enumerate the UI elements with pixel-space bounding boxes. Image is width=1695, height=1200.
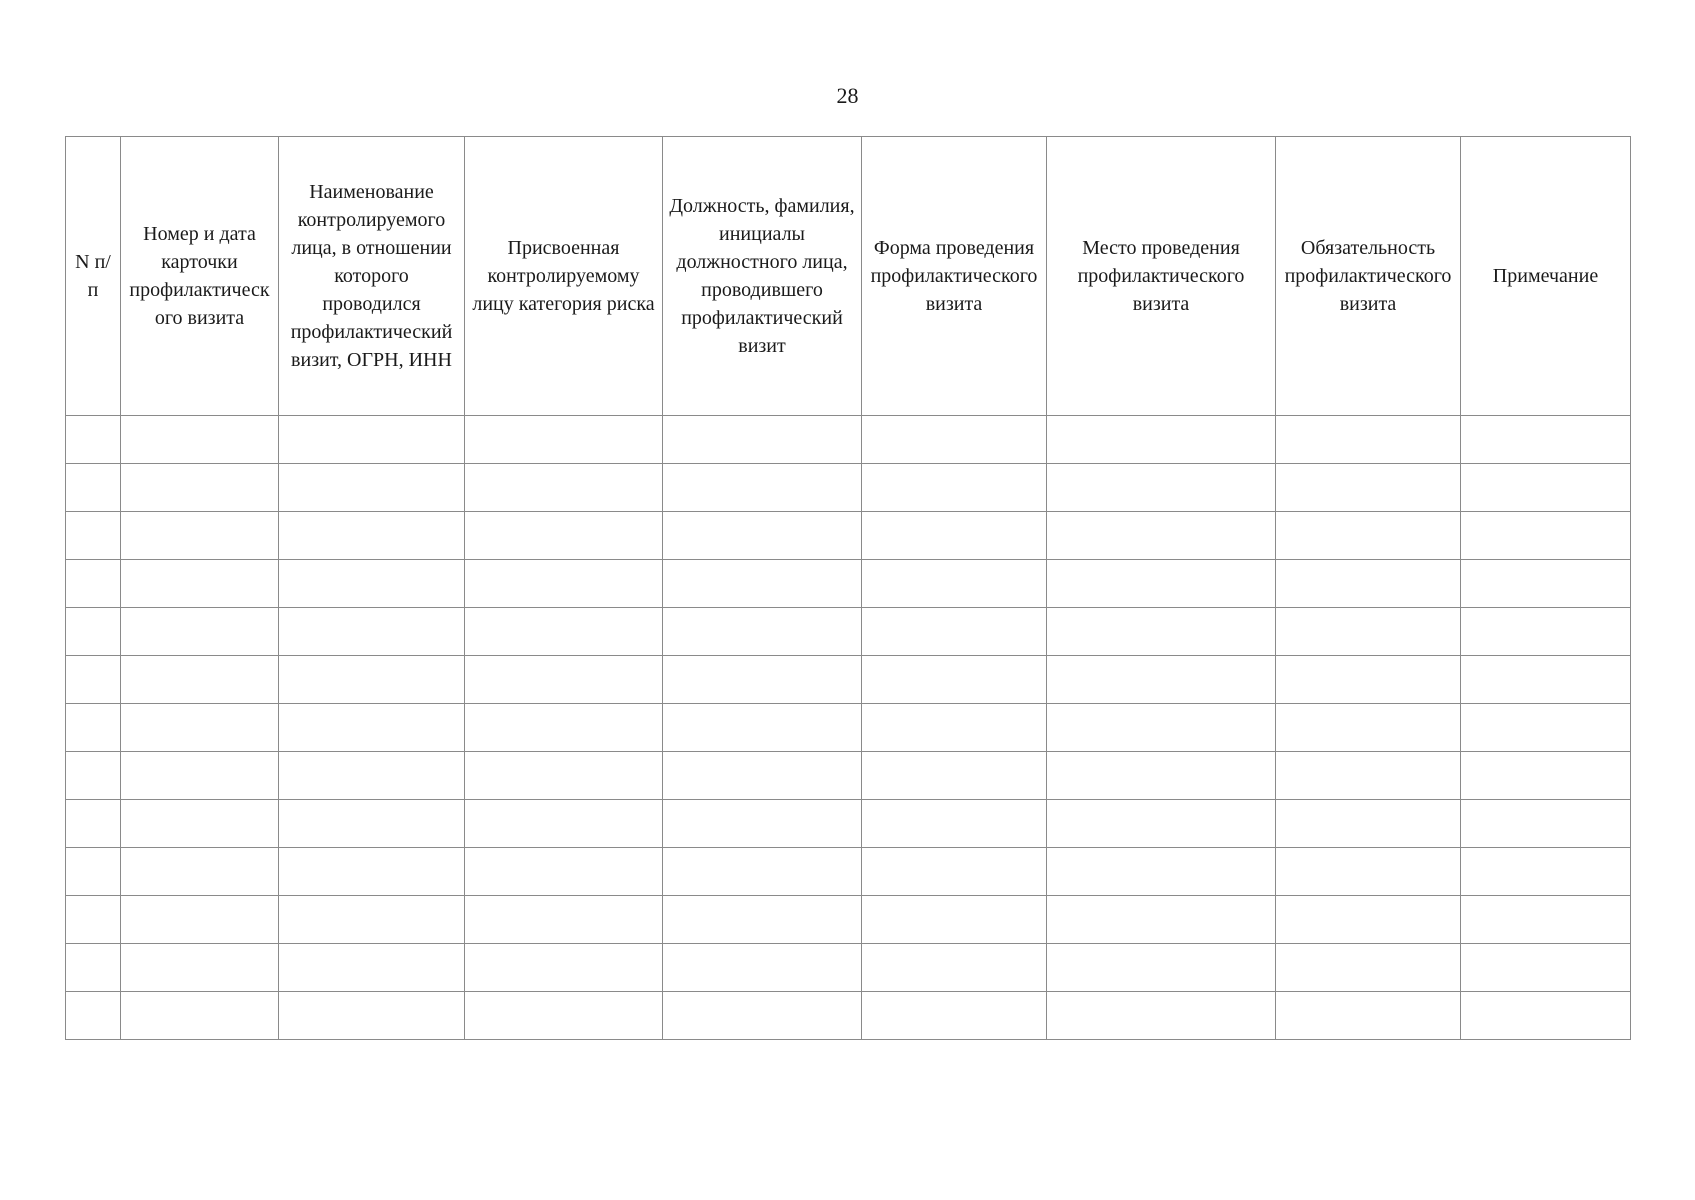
table-cell[interactable] [1461, 656, 1631, 704]
table-row [66, 560, 1631, 608]
table-cell[interactable] [663, 608, 862, 656]
table-cell[interactable] [66, 560, 121, 608]
table-row [66, 656, 1631, 704]
table-cell[interactable] [121, 608, 279, 656]
table-cell[interactable] [862, 560, 1047, 608]
table-cell[interactable] [1047, 704, 1276, 752]
table-cell[interactable] [465, 464, 663, 512]
table-cell[interactable] [121, 656, 279, 704]
table-cell[interactable] [465, 800, 663, 848]
table-cell[interactable] [1047, 608, 1276, 656]
table-cell[interactable] [1276, 752, 1461, 800]
table-cell[interactable] [1047, 512, 1276, 560]
table-cell[interactable] [1276, 800, 1461, 848]
table-cell[interactable] [1047, 656, 1276, 704]
table-cell[interactable] [121, 944, 279, 992]
table-cell[interactable] [279, 416, 465, 464]
table-cell[interactable] [66, 704, 121, 752]
table-cell[interactable] [1047, 464, 1276, 512]
table-cell[interactable] [1461, 848, 1631, 896]
table-cell[interactable] [1276, 512, 1461, 560]
table-cell[interactable] [121, 752, 279, 800]
header-card-number-date: Номер и дата карточки профилактического визита [121, 137, 279, 416]
table-cell[interactable] [862, 656, 1047, 704]
table-cell[interactable] [66, 944, 121, 992]
table-cell[interactable] [66, 656, 121, 704]
table-cell[interactable] [663, 560, 862, 608]
table-cell[interactable] [66, 512, 121, 560]
table-body [66, 416, 1631, 1040]
table-cell[interactable] [1461, 896, 1631, 944]
table-cell[interactable] [279, 512, 465, 560]
table-cell[interactable] [121, 560, 279, 608]
table-cell[interactable] [663, 464, 862, 512]
table-cell[interactable] [1276, 896, 1461, 944]
table-cell[interactable] [1276, 656, 1461, 704]
table-cell[interactable] [279, 800, 465, 848]
table-cell[interactable] [663, 656, 862, 704]
table-row [66, 848, 1631, 896]
table-cell[interactable] [465, 944, 663, 992]
table-cell[interactable] [1047, 800, 1276, 848]
header-visit-obligation: Обязательность профилактического визита [1276, 137, 1461, 416]
table-cell[interactable] [862, 704, 1047, 752]
table-cell[interactable] [1047, 944, 1276, 992]
table-cell[interactable] [663, 992, 862, 1040]
table-cell[interactable] [663, 800, 862, 848]
table-cell[interactable] [862, 416, 1047, 464]
table-cell[interactable] [66, 800, 121, 848]
table-cell[interactable] [66, 608, 121, 656]
table-cell[interactable] [1047, 848, 1276, 896]
table-cell[interactable] [465, 992, 663, 1040]
table-cell[interactable] [465, 416, 663, 464]
table-cell[interactable] [1047, 992, 1276, 1040]
table-cell[interactable] [465, 704, 663, 752]
table-cell[interactable] [465, 656, 663, 704]
table-row [66, 800, 1631, 848]
table-cell[interactable] [279, 848, 465, 896]
table-cell[interactable] [1461, 512, 1631, 560]
table-cell[interactable] [1047, 416, 1276, 464]
table-cell[interactable] [1461, 944, 1631, 992]
profilactic-visits-table [65, 136, 1631, 1040]
table-row [66, 416, 1631, 464]
table-cell[interactable] [279, 560, 465, 608]
table-cell[interactable] [663, 704, 862, 752]
table-cell[interactable] [279, 992, 465, 1040]
table-cell[interactable] [862, 752, 1047, 800]
table-cell[interactable] [1276, 992, 1461, 1040]
table-cell[interactable] [121, 512, 279, 560]
table-row [66, 704, 1631, 752]
table-cell[interactable] [1461, 800, 1631, 848]
header-controlled-person: Наименование контролируемого лица, в отношении которого проводился профилактический визит, ОГРН, ИНН [279, 137, 465, 416]
table-cell[interactable] [862, 464, 1047, 512]
table-cell[interactable] [66, 464, 121, 512]
table-cell[interactable] [66, 848, 121, 896]
table-cell[interactable] [465, 848, 663, 896]
table-cell[interactable] [862, 992, 1047, 1040]
table-cell[interactable] [465, 560, 663, 608]
table-cell[interactable] [121, 992, 279, 1040]
table-cell[interactable] [1047, 752, 1276, 800]
table-cell[interactable] [663, 512, 862, 560]
table-cell[interactable] [465, 608, 663, 656]
table-cell[interactable] [1276, 416, 1461, 464]
table-cell[interactable] [1461, 992, 1631, 1040]
table-row [66, 608, 1631, 656]
table-cell[interactable] [121, 464, 279, 512]
table-cell[interactable] [279, 656, 465, 704]
table-cell[interactable] [279, 944, 465, 992]
table-row [66, 944, 1631, 992]
table-cell[interactable] [663, 944, 862, 992]
table-cell[interactable] [66, 992, 121, 1040]
table-cell[interactable] [279, 704, 465, 752]
table-cell[interactable] [1047, 896, 1276, 944]
table-cell[interactable] [121, 416, 279, 464]
table-row [66, 992, 1631, 1040]
table-cell[interactable] [663, 752, 862, 800]
table-cell[interactable] [862, 800, 1047, 848]
table-cell[interactable] [862, 608, 1047, 656]
table-cell[interactable] [1461, 464, 1631, 512]
table-cell[interactable] [1276, 848, 1461, 896]
table-cell[interactable] [279, 608, 465, 656]
table-cell[interactable] [121, 800, 279, 848]
table-cell[interactable] [279, 896, 465, 944]
table-cell[interactable] [66, 752, 121, 800]
header-visit-place: Место проведения профилактического визита [1047, 137, 1276, 416]
table-cell[interactable] [1276, 608, 1461, 656]
header-visit-form: Форма проведения профилактического визита [862, 137, 1047, 416]
header-note: Примечание [1461, 137, 1631, 416]
table-cell[interactable] [1276, 560, 1461, 608]
table-cell[interactable] [862, 896, 1047, 944]
table-row [66, 752, 1631, 800]
table-cell[interactable] [1276, 704, 1461, 752]
table-cell[interactable] [1461, 752, 1631, 800]
table-cell[interactable] [663, 896, 862, 944]
table-cell[interactable] [1461, 560, 1631, 608]
table-cell[interactable] [121, 704, 279, 752]
header-official: Должность, фамилия, инициалы должностного лица, проводившего профилактический визит [663, 137, 862, 416]
table-cell[interactable] [1276, 944, 1461, 992]
header-row-number: N п/п [66, 137, 121, 416]
page-number: 28 [836, 83, 859, 108]
table-cell[interactable] [1461, 608, 1631, 656]
table-cell[interactable] [66, 896, 121, 944]
table-cell[interactable] [121, 848, 279, 896]
table-cell[interactable] [279, 464, 465, 512]
table-cell[interactable] [121, 896, 279, 944]
table-cell[interactable] [1461, 704, 1631, 752]
table-header-row [66, 137, 1631, 416]
table-row [66, 896, 1631, 944]
table-cell[interactable] [66, 416, 121, 464]
table-cell[interactable] [663, 848, 862, 896]
table-cell[interactable] [465, 896, 663, 944]
header-risk-category: Присвоенная контролируемому лицу категория риска [465, 137, 663, 416]
table-cell[interactable] [465, 512, 663, 560]
table-row [66, 512, 1631, 560]
table-cell[interactable] [663, 416, 862, 464]
table-cell[interactable] [465, 752, 663, 800]
table-cell[interactable] [862, 944, 1047, 992]
table-cell[interactable] [279, 752, 465, 800]
table-cell[interactable] [862, 848, 1047, 896]
table-cell[interactable] [1276, 464, 1461, 512]
table-cell[interactable] [1461, 416, 1631, 464]
table-row [66, 464, 1631, 512]
table-cell[interactable] [862, 512, 1047, 560]
table-cell[interactable] [1047, 560, 1276, 608]
